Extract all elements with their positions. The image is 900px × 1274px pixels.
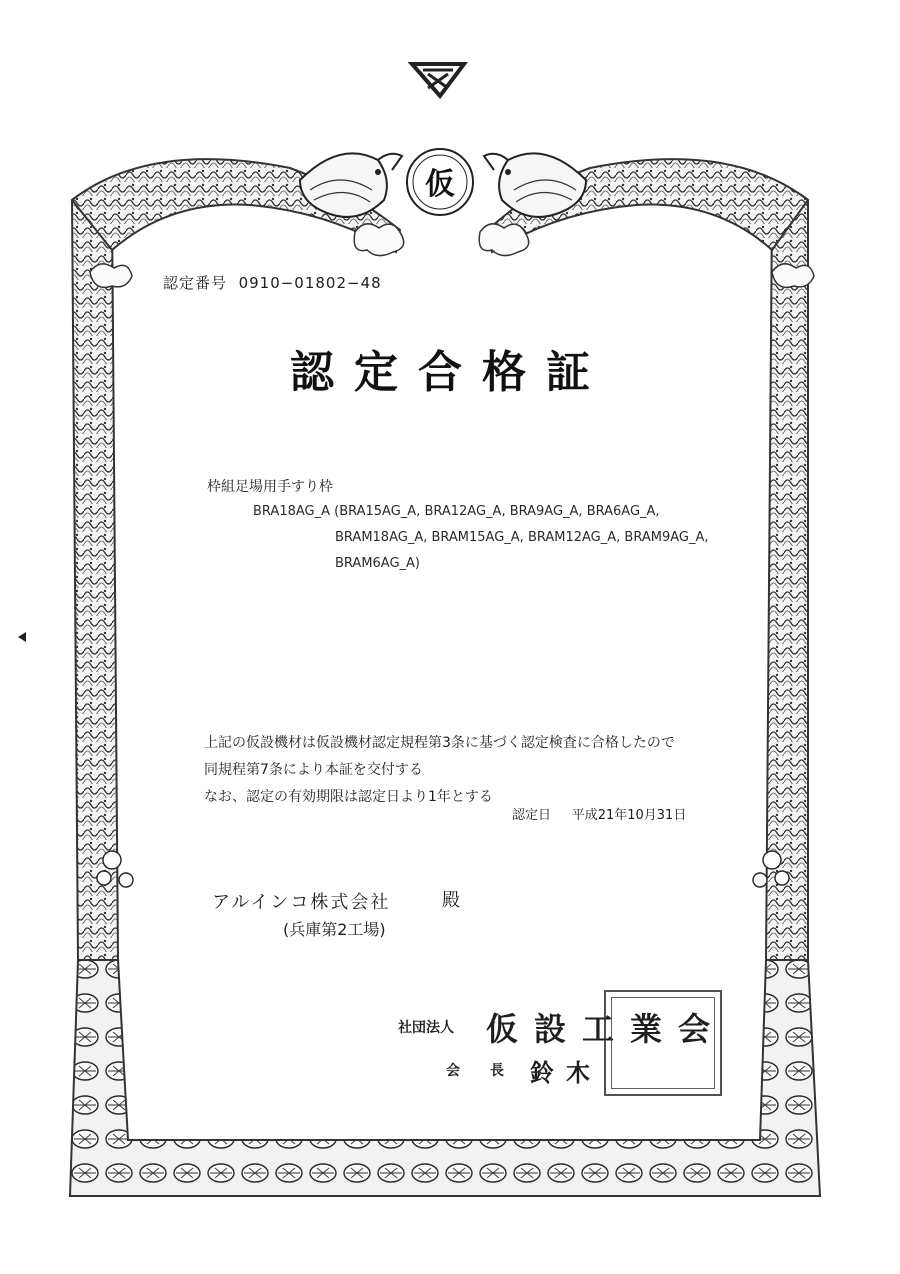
phoenix-icon xyxy=(484,153,586,217)
svg-text:仮: 仮 xyxy=(425,167,455,202)
model-line-3: BRAM6AG_A) xyxy=(335,556,421,571)
certificate-number xyxy=(163,272,382,293)
product-name: 枠組足場用手すり枠 xyxy=(207,479,333,495)
triangle-pointer-icon xyxy=(18,632,26,642)
issuer-president-name: 鈴木 xyxy=(530,1058,602,1087)
statement-line-3: なお、認定の有効期限は認定日より1年とする xyxy=(204,789,493,805)
certificate-number-value: 0910−01802−48 xyxy=(238,274,382,292)
certification-date-label: 認定日 xyxy=(512,808,552,823)
certificate-title: 認定合格証 xyxy=(290,347,610,398)
triangle-mark-icon xyxy=(412,64,464,96)
recipient-company: アルインコ株式会社 xyxy=(212,892,391,913)
issuer-org-type: 社団法人 xyxy=(398,1020,454,1036)
issuer-org-name: 仮設工業会 xyxy=(486,1010,727,1048)
issuer-president-label: 会長 xyxy=(446,1063,534,1079)
statement-line-1: 上記の仮設機材は仮設機材認定規程第3条に基づく認定検査に合格したので xyxy=(204,735,675,751)
kasetsu-emblem-icon xyxy=(407,149,473,215)
recipient-branch: (兵庫第2工場) xyxy=(283,920,386,939)
official-seal-icon xyxy=(604,990,722,1096)
statement-line-2: 同規程第7条により本証を交付する xyxy=(204,762,423,778)
model-line-1: BRA18AG_A (BRA15AG_A, BRA12AG_A, BRA9AG_A, BRA6AG_A, xyxy=(253,504,660,519)
certificate-number-label: 認定番号 xyxy=(163,274,228,292)
certification-date-value: 平成21年10月31日 xyxy=(571,808,687,823)
phoenix-icon xyxy=(300,153,402,217)
recipient-honorific: 殿 xyxy=(442,890,460,911)
model-line-2: BRAM18AG_A, BRAM15AG_A, BRAM12AG_A, BRAM9AG_A, xyxy=(335,530,709,545)
certification-date xyxy=(512,804,686,823)
